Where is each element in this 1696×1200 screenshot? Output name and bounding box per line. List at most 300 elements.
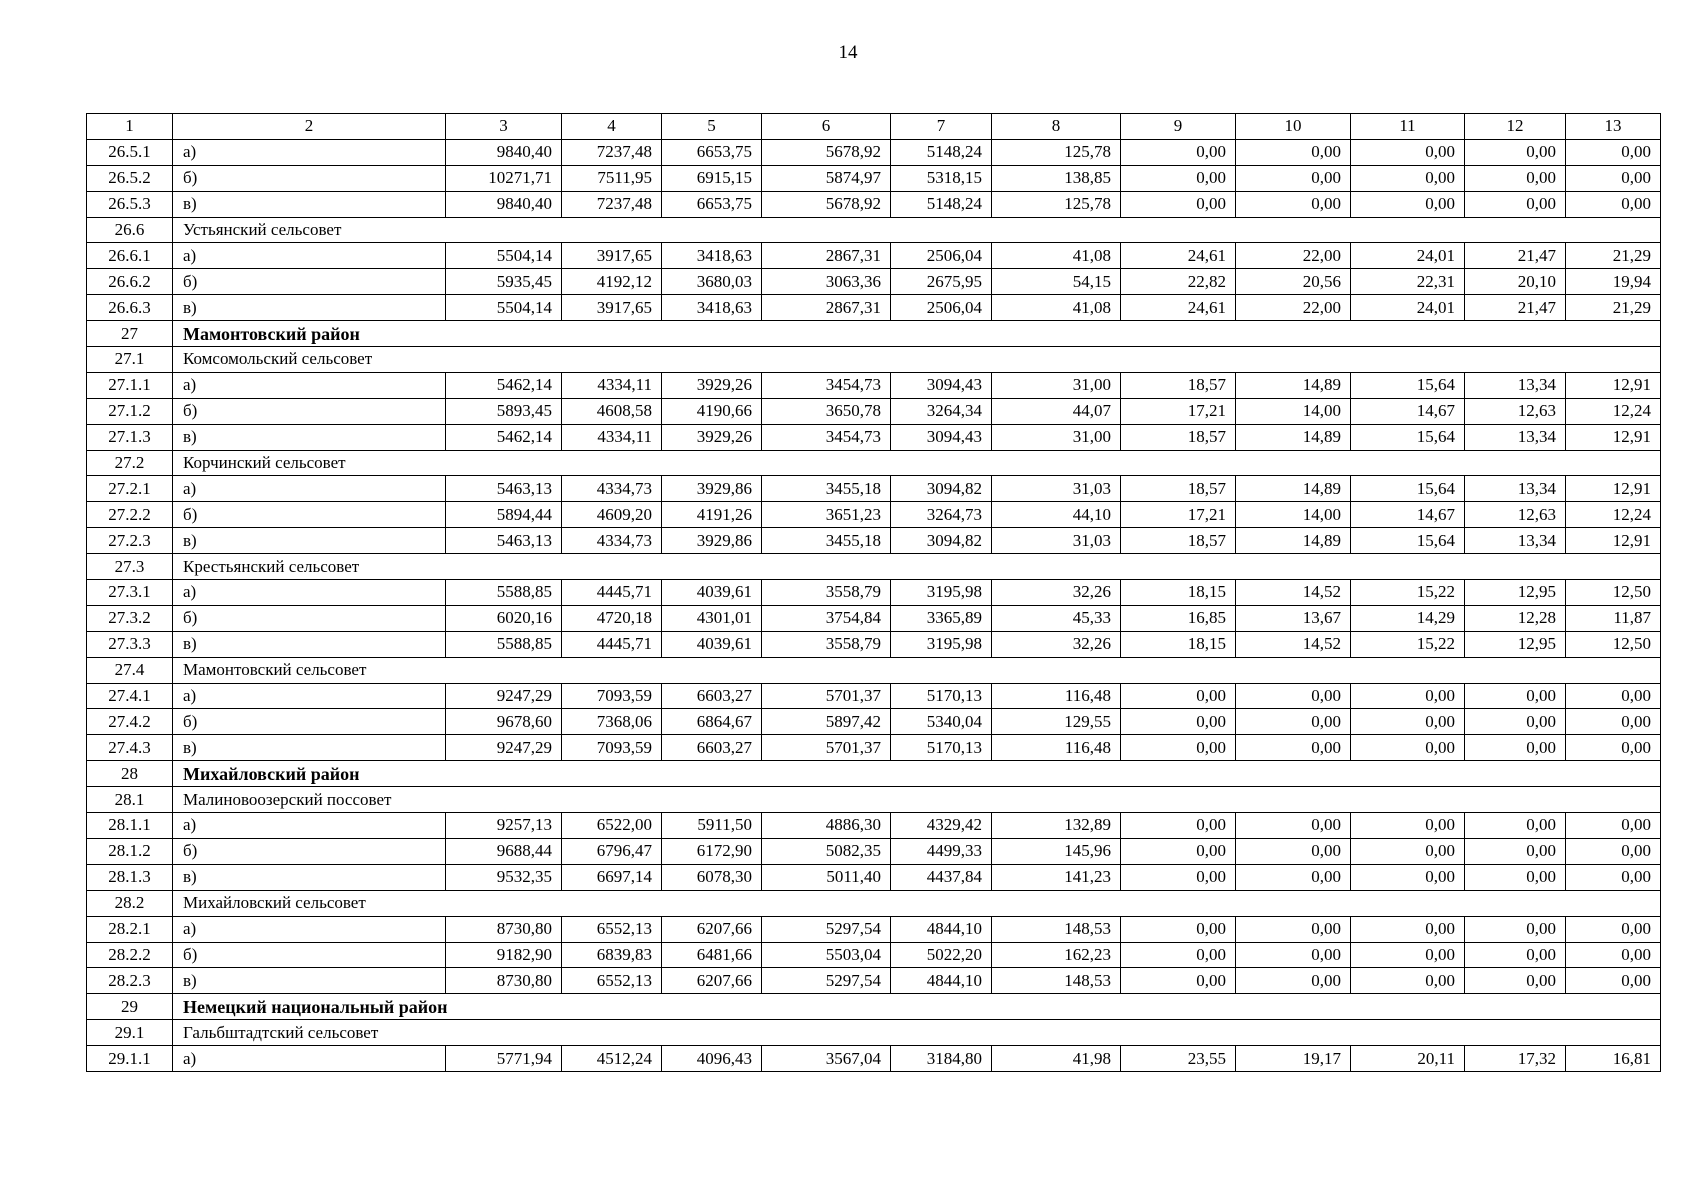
value-cell: 17,32 — [1465, 1046, 1566, 1072]
value-cell: 17,21 — [1121, 398, 1236, 424]
row-code: 26.5.3 — [87, 191, 173, 217]
value-cell: 12,91 — [1566, 476, 1661, 502]
section-row — [87, 787, 1661, 813]
value-cell: 0,00 — [1566, 683, 1661, 709]
value-cell: 15,22 — [1351, 580, 1465, 606]
value-cell: 125,78 — [992, 191, 1121, 217]
value-cell: 162,23 — [992, 942, 1121, 968]
value-cell: 14,89 — [1236, 528, 1351, 554]
row-code: 26.5.2 — [87, 165, 173, 191]
table-row — [87, 243, 1661, 269]
table-row — [87, 1046, 1661, 1072]
table-row — [87, 605, 1661, 631]
row-label: б) — [173, 165, 446, 191]
value-cell: 4609,20 — [562, 502, 662, 528]
value-cell: 31,03 — [992, 528, 1121, 554]
value-cell: 2867,31 — [762, 295, 891, 321]
value-cell: 4445,71 — [562, 580, 662, 606]
value-cell: 19,94 — [1566, 269, 1661, 295]
value-cell: 12,95 — [1465, 631, 1566, 657]
table-row — [87, 502, 1661, 528]
value-cell: 0,00 — [1121, 864, 1236, 890]
district-title: Мамонтовский район — [173, 321, 1661, 347]
row-label: а) — [173, 372, 446, 398]
row-label: а) — [173, 1046, 446, 1072]
value-cell: 125,78 — [992, 139, 1121, 165]
value-cell: 12,50 — [1566, 631, 1661, 657]
value-cell: 8730,80 — [446, 916, 562, 942]
value-cell: 5297,54 — [762, 916, 891, 942]
value-cell: 0,00 — [1121, 191, 1236, 217]
column-number-cell: 2 — [173, 114, 446, 140]
value-cell: 138,85 — [992, 165, 1121, 191]
value-cell: 0,00 — [1566, 191, 1661, 217]
value-cell: 0,00 — [1236, 139, 1351, 165]
value-cell: 4608,58 — [562, 398, 662, 424]
table-row — [87, 838, 1661, 864]
value-cell: 5897,42 — [762, 709, 891, 735]
row-label: в) — [173, 864, 446, 890]
value-cell: 0,00 — [1351, 916, 1465, 942]
value-cell: 6207,66 — [662, 916, 762, 942]
value-cell: 5462,14 — [446, 372, 562, 398]
row-code: 27.4 — [87, 657, 173, 683]
table-row — [87, 942, 1661, 968]
table-row — [87, 372, 1661, 398]
table-row — [87, 424, 1661, 450]
value-cell: 3094,43 — [891, 424, 992, 450]
value-cell: 0,00 — [1351, 165, 1465, 191]
section-title: Крестьянский сельсовет — [173, 554, 1661, 580]
value-cell: 0,00 — [1121, 838, 1236, 864]
value-cell: 0,00 — [1351, 683, 1465, 709]
row-code: 26.6.2 — [87, 269, 173, 295]
row-code: 28.2.2 — [87, 942, 173, 968]
row-code: 29.1 — [87, 1020, 173, 1046]
value-cell: 3929,26 — [662, 424, 762, 450]
value-cell: 13,34 — [1465, 372, 1566, 398]
value-cell: 0,00 — [1465, 916, 1566, 942]
header-row — [87, 114, 1661, 140]
row-code: 28.2.1 — [87, 916, 173, 942]
value-cell: 4192,12 — [562, 269, 662, 295]
value-cell: 9678,60 — [446, 709, 562, 735]
column-number-cell: 13 — [1566, 114, 1661, 140]
value-cell: 0,00 — [1121, 165, 1236, 191]
value-cell: 12,91 — [1566, 372, 1661, 398]
value-cell: 4334,11 — [562, 372, 662, 398]
row-code: 28.2 — [87, 890, 173, 916]
row-code: 27.2.3 — [87, 528, 173, 554]
value-cell: 4499,33 — [891, 838, 992, 864]
value-cell: 145,96 — [992, 838, 1121, 864]
value-cell: 0,00 — [1236, 968, 1351, 994]
value-cell: 18,57 — [1121, 476, 1236, 502]
value-cell: 15,64 — [1351, 424, 1465, 450]
value-cell: 4844,10 — [891, 916, 992, 942]
value-cell: 5588,85 — [446, 580, 562, 606]
row-label: а) — [173, 813, 446, 839]
row-code: 27.2 — [87, 450, 173, 476]
value-cell: 3754,84 — [762, 605, 891, 631]
value-cell: 6522,00 — [562, 813, 662, 839]
table-row — [87, 295, 1661, 321]
value-cell: 0,00 — [1121, 139, 1236, 165]
value-cell: 5297,54 — [762, 968, 891, 994]
value-cell: 44,07 — [992, 398, 1121, 424]
value-cell: 22,82 — [1121, 269, 1236, 295]
value-cell: 24,61 — [1121, 295, 1236, 321]
value-cell: 0,00 — [1566, 139, 1661, 165]
row-label: в) — [173, 191, 446, 217]
value-cell: 18,15 — [1121, 631, 1236, 657]
table-row — [87, 476, 1661, 502]
column-number-cell: 10 — [1236, 114, 1351, 140]
value-cell: 7368,06 — [562, 709, 662, 735]
row-code: 28.1.2 — [87, 838, 173, 864]
column-number-cell: 7 — [891, 114, 992, 140]
value-cell: 3094,82 — [891, 476, 992, 502]
value-cell: 5771,94 — [446, 1046, 562, 1072]
value-cell: 10271,71 — [446, 165, 562, 191]
value-cell: 14,52 — [1236, 580, 1351, 606]
value-cell: 4720,18 — [562, 605, 662, 631]
value-cell: 5462,14 — [446, 424, 562, 450]
table-row — [87, 968, 1661, 994]
value-cell: 4191,26 — [662, 502, 762, 528]
value-cell: 0,00 — [1236, 916, 1351, 942]
value-cell: 0,00 — [1236, 683, 1351, 709]
value-cell: 2867,31 — [762, 243, 891, 269]
value-cell: 2675,95 — [891, 269, 992, 295]
value-cell: 5318,15 — [891, 165, 992, 191]
data-table — [86, 113, 1661, 1072]
value-cell: 24,01 — [1351, 295, 1465, 321]
value-cell: 23,55 — [1121, 1046, 1236, 1072]
value-cell: 6207,66 — [662, 968, 762, 994]
value-cell: 6172,90 — [662, 838, 762, 864]
value-cell: 0,00 — [1465, 191, 1566, 217]
row-code: 27.3 — [87, 554, 173, 580]
row-code: 28.1.1 — [87, 813, 173, 839]
row-label: в) — [173, 424, 446, 450]
value-cell: 0,00 — [1465, 709, 1566, 735]
value-cell: 3454,73 — [762, 424, 891, 450]
row-label: б) — [173, 269, 446, 295]
table-row — [87, 709, 1661, 735]
value-cell: 9247,29 — [446, 735, 562, 761]
value-cell: 0,00 — [1351, 735, 1465, 761]
value-cell: 3455,18 — [762, 476, 891, 502]
value-cell: 12,28 — [1465, 605, 1566, 631]
row-code: 27 — [87, 321, 173, 347]
table-row — [87, 580, 1661, 606]
value-cell: 4512,24 — [562, 1046, 662, 1072]
value-cell: 0,00 — [1351, 709, 1465, 735]
table-row — [87, 269, 1661, 295]
value-cell: 5588,85 — [446, 631, 562, 657]
value-cell: 18,57 — [1121, 528, 1236, 554]
value-cell: 5701,37 — [762, 735, 891, 761]
value-cell: 16,81 — [1566, 1046, 1661, 1072]
value-cell: 21,47 — [1465, 243, 1566, 269]
value-cell: 3264,34 — [891, 398, 992, 424]
value-cell: 3680,03 — [662, 269, 762, 295]
value-cell: 0,00 — [1465, 838, 1566, 864]
value-cell: 6915,15 — [662, 165, 762, 191]
value-cell: 14,00 — [1236, 398, 1351, 424]
value-cell: 3567,04 — [762, 1046, 891, 1072]
value-cell: 3651,23 — [762, 502, 891, 528]
row-label: а) — [173, 580, 446, 606]
value-cell: 0,00 — [1121, 942, 1236, 968]
value-cell: 3418,63 — [662, 243, 762, 269]
section-title: Мамонтовский сельсовет — [173, 657, 1661, 683]
table-row — [87, 864, 1661, 890]
table-row — [87, 191, 1661, 217]
value-cell: 6653,75 — [662, 191, 762, 217]
value-cell: 0,00 — [1236, 165, 1351, 191]
column-number-cell: 9 — [1121, 114, 1236, 140]
value-cell: 0,00 — [1121, 813, 1236, 839]
row-code: 26.6.3 — [87, 295, 173, 321]
row-label: б) — [173, 709, 446, 735]
value-cell: 0,00 — [1566, 864, 1661, 890]
row-code: 28.1.3 — [87, 864, 173, 890]
value-cell: 44,10 — [992, 502, 1121, 528]
value-cell: 12,95 — [1465, 580, 1566, 606]
value-cell: 0,00 — [1351, 968, 1465, 994]
section-row — [87, 657, 1661, 683]
value-cell: 6839,83 — [562, 942, 662, 968]
value-cell: 5504,14 — [446, 243, 562, 269]
row-code: 27.3.2 — [87, 605, 173, 631]
row-code: 28.2.3 — [87, 968, 173, 994]
value-cell: 0,00 — [1465, 968, 1566, 994]
value-cell: 3418,63 — [662, 295, 762, 321]
value-cell: 6078,30 — [662, 864, 762, 890]
value-cell: 5504,14 — [446, 295, 562, 321]
value-cell: 3558,79 — [762, 580, 891, 606]
row-label: в) — [173, 631, 446, 657]
value-cell: 19,17 — [1236, 1046, 1351, 1072]
value-cell: 22,00 — [1236, 243, 1351, 269]
section-row — [87, 1020, 1661, 1046]
value-cell: 0,00 — [1236, 813, 1351, 839]
value-cell: 8730,80 — [446, 968, 562, 994]
value-cell: 0,00 — [1465, 813, 1566, 839]
value-cell: 0,00 — [1236, 191, 1351, 217]
value-cell: 9840,40 — [446, 191, 562, 217]
value-cell: 24,01 — [1351, 243, 1465, 269]
value-cell: 12,63 — [1465, 398, 1566, 424]
value-cell: 24,61 — [1121, 243, 1236, 269]
row-code: 26.5.1 — [87, 139, 173, 165]
value-cell: 3929,86 — [662, 528, 762, 554]
value-cell: 5874,97 — [762, 165, 891, 191]
section-title: Комсомольский сельсовет — [173, 347, 1661, 373]
column-number-cell: 5 — [662, 114, 762, 140]
row-label: а) — [173, 476, 446, 502]
value-cell: 4301,01 — [662, 605, 762, 631]
value-cell: 5911,50 — [662, 813, 762, 839]
table-row — [87, 528, 1661, 554]
row-code: 29.1.1 — [87, 1046, 173, 1072]
value-cell: 16,85 — [1121, 605, 1236, 631]
section-title: Михайловский сельсовет — [173, 890, 1661, 916]
value-cell: 0,00 — [1566, 942, 1661, 968]
value-cell: 4445,71 — [562, 631, 662, 657]
value-cell: 0,00 — [1351, 838, 1465, 864]
value-cell: 2506,04 — [891, 243, 992, 269]
section-title: Устьянский сельсовет — [173, 217, 1661, 243]
value-cell: 13,34 — [1465, 424, 1566, 450]
column-number-cell: 6 — [762, 114, 891, 140]
value-cell: 5148,24 — [891, 139, 992, 165]
value-cell: 6552,13 — [562, 916, 662, 942]
section-row — [87, 450, 1661, 476]
row-label: б) — [173, 838, 446, 864]
value-cell: 41,08 — [992, 243, 1121, 269]
value-cell: 0,00 — [1465, 683, 1566, 709]
value-cell: 0,00 — [1351, 864, 1465, 890]
page-number: 14 — [838, 42, 858, 63]
row-label: в) — [173, 295, 446, 321]
value-cell: 0,00 — [1236, 838, 1351, 864]
value-cell: 31,03 — [992, 476, 1121, 502]
value-cell: 3917,65 — [562, 295, 662, 321]
value-cell: 4437,84 — [891, 864, 992, 890]
value-cell: 6481,66 — [662, 942, 762, 968]
row-code: 26.6.1 — [87, 243, 173, 269]
value-cell: 3454,73 — [762, 372, 891, 398]
row-code: 27.4.3 — [87, 735, 173, 761]
value-cell: 0,00 — [1566, 813, 1661, 839]
value-cell: 116,48 — [992, 683, 1121, 709]
value-cell: 0,00 — [1465, 165, 1566, 191]
value-cell: 12,91 — [1566, 424, 1661, 450]
value-cell: 11,87 — [1566, 605, 1661, 631]
row-label: а) — [173, 243, 446, 269]
row-label: б) — [173, 942, 446, 968]
value-cell: 3929,26 — [662, 372, 762, 398]
value-cell: 4844,10 — [891, 968, 992, 994]
value-cell: 12,50 — [1566, 580, 1661, 606]
value-cell: 31,00 — [992, 372, 1121, 398]
value-cell: 3264,73 — [891, 502, 992, 528]
value-cell: 5894,44 — [446, 502, 562, 528]
value-cell: 0,00 — [1236, 709, 1351, 735]
value-cell: 0,00 — [1351, 139, 1465, 165]
value-cell: 5148,24 — [891, 191, 992, 217]
value-cell: 15,64 — [1351, 476, 1465, 502]
table-row — [87, 683, 1661, 709]
value-cell: 14,89 — [1236, 424, 1351, 450]
value-cell: 4096,43 — [662, 1046, 762, 1072]
table-row — [87, 398, 1661, 424]
value-cell: 4039,61 — [662, 580, 762, 606]
row-label: в) — [173, 968, 446, 994]
value-cell: 0,00 — [1236, 735, 1351, 761]
value-cell: 0,00 — [1236, 942, 1351, 968]
row-code: 28.1 — [87, 787, 173, 813]
table-body — [87, 114, 1661, 1072]
row-code: 27.1.3 — [87, 424, 173, 450]
value-cell: 45,33 — [992, 605, 1121, 631]
row-code: 29 — [87, 994, 173, 1020]
value-cell: 6864,67 — [662, 709, 762, 735]
row-code: 27.4.2 — [87, 709, 173, 735]
row-label: б) — [173, 502, 446, 528]
value-cell: 5170,13 — [891, 735, 992, 761]
value-cell: 5082,35 — [762, 838, 891, 864]
value-cell: 3929,86 — [662, 476, 762, 502]
value-cell: 9532,35 — [446, 864, 562, 890]
value-cell: 3195,98 — [891, 580, 992, 606]
value-cell: 5463,13 — [446, 476, 562, 502]
row-code: 27.3.3 — [87, 631, 173, 657]
value-cell: 0,00 — [1566, 968, 1661, 994]
table-row — [87, 735, 1661, 761]
value-cell: 32,26 — [992, 631, 1121, 657]
value-cell: 116,48 — [992, 735, 1121, 761]
column-number-cell: 12 — [1465, 114, 1566, 140]
value-cell: 0,00 — [1236, 864, 1351, 890]
value-cell: 21,29 — [1566, 295, 1661, 321]
value-cell: 31,00 — [992, 424, 1121, 450]
district-row — [87, 994, 1661, 1020]
value-cell: 7093,59 — [562, 735, 662, 761]
value-cell: 14,89 — [1236, 372, 1351, 398]
value-cell: 14,67 — [1351, 502, 1465, 528]
value-cell: 5463,13 — [446, 528, 562, 554]
value-cell: 15,64 — [1351, 372, 1465, 398]
district-title: Михайловский район — [173, 761, 1661, 787]
value-cell: 9688,44 — [446, 838, 562, 864]
value-cell: 0,00 — [1121, 968, 1236, 994]
value-cell: 20,10 — [1465, 269, 1566, 295]
value-cell: 0,00 — [1465, 139, 1566, 165]
value-cell: 7237,48 — [562, 191, 662, 217]
value-cell: 21,29 — [1566, 243, 1661, 269]
row-label: а) — [173, 683, 446, 709]
value-cell: 12,63 — [1465, 502, 1566, 528]
value-cell: 9182,90 — [446, 942, 562, 968]
value-cell: 4334,73 — [562, 528, 662, 554]
value-cell: 3184,80 — [891, 1046, 992, 1072]
row-label: а) — [173, 916, 446, 942]
section-row — [87, 890, 1661, 916]
value-cell: 9840,40 — [446, 139, 562, 165]
value-cell: 0,00 — [1465, 864, 1566, 890]
row-code: 27.3.1 — [87, 580, 173, 606]
row-code: 26.6 — [87, 217, 173, 243]
value-cell: 32,26 — [992, 580, 1121, 606]
value-cell: 3094,43 — [891, 372, 992, 398]
value-cell: 7237,48 — [562, 139, 662, 165]
column-number-cell: 1 — [87, 114, 173, 140]
value-cell: 5011,40 — [762, 864, 891, 890]
value-cell: 0,00 — [1566, 709, 1661, 735]
value-cell: 148,53 — [992, 968, 1121, 994]
section-title: Малиновоозерский поссовет — [173, 787, 1661, 813]
table-row — [87, 165, 1661, 191]
section-row — [87, 217, 1661, 243]
value-cell: 6552,13 — [562, 968, 662, 994]
value-cell: 3455,18 — [762, 528, 891, 554]
column-number-cell: 4 — [562, 114, 662, 140]
row-code: 27.2.1 — [87, 476, 173, 502]
